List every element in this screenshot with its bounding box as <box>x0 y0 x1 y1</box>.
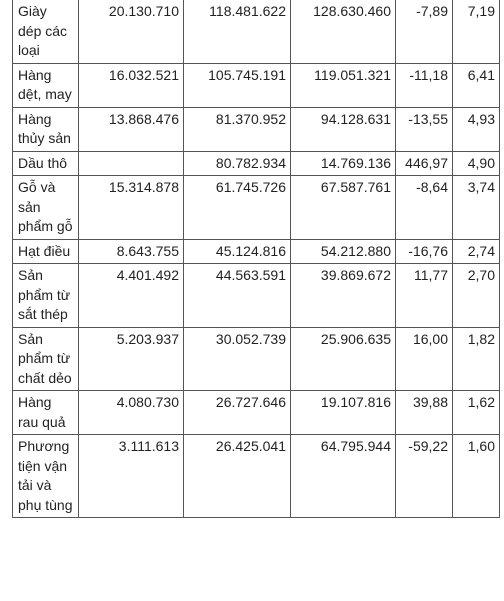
table-row <box>13 391 500 435</box>
share-percent-cell: 1,82 <box>453 327 500 391</box>
value-cell: 20.130.710 <box>79 0 184 63</box>
value-cell: 39.869.672 <box>291 264 396 328</box>
commodity-name-cell: Hàng dệt, may <box>13 63 79 107</box>
share-percent-cell: 4,93 <box>453 107 500 151</box>
table-row <box>13 63 500 107</box>
value-cell: 25.906.635 <box>291 327 396 391</box>
change-percent-cell: -8,64 <box>396 176 453 240</box>
value-cell: 64.795.944 <box>291 435 396 518</box>
commodity-name-cell: Phương tiện vận tải và phụ tùng <box>13 435 79 518</box>
share-percent-cell: 3,74 <box>453 176 500 240</box>
table-row <box>13 239 500 264</box>
export-commodity-table <box>12 0 500 518</box>
share-percent-cell: 7,19 <box>453 0 500 63</box>
change-percent-cell: -7,89 <box>396 0 453 63</box>
share-percent-cell: 1,62 <box>453 391 500 435</box>
value-cell: 3.111.613 <box>79 435 184 518</box>
change-percent-cell: -59,22 <box>396 435 453 518</box>
value-cell: 15.314.878 <box>79 176 184 240</box>
value-cell: 81.370.952 <box>184 107 291 151</box>
table-row <box>13 264 500 328</box>
change-percent-cell: 39,88 <box>396 391 453 435</box>
table-body <box>13 0 500 518</box>
value-cell: 128.630.460 <box>291 0 396 63</box>
value-cell: 4.401.492 <box>79 264 184 328</box>
table-row <box>13 435 500 518</box>
value-cell: 119.051.321 <box>291 63 396 107</box>
value-cell: 30.052.739 <box>184 327 291 391</box>
change-percent-cell: 16,00 <box>396 327 453 391</box>
value-cell: 67.587.761 <box>291 176 396 240</box>
table-row <box>13 151 500 176</box>
share-percent-cell: 2,70 <box>453 264 500 328</box>
commodity-name-cell: Hạt điều <box>13 239 79 264</box>
share-percent-cell: 2,74 <box>453 239 500 264</box>
value-cell: 61.745.726 <box>184 176 291 240</box>
commodity-name-cell: Giày dép các loại <box>13 0 79 63</box>
change-percent-cell: -11,18 <box>396 63 453 107</box>
commodity-name-cell: Sản phẩm từ chất dẻo <box>13 327 79 391</box>
value-cell: 14.769.136 <box>291 151 396 176</box>
value-cell: 16.032.521 <box>79 63 184 107</box>
value-cell: 45.124.816 <box>184 239 291 264</box>
table-row <box>13 176 500 240</box>
value-cell: 26.425.041 <box>184 435 291 518</box>
share-percent-cell: 4,90 <box>453 151 500 176</box>
change-percent-cell: -13,55 <box>396 107 453 151</box>
value-cell: 19.107.816 <box>291 391 396 435</box>
value-cell: 94.128.631 <box>291 107 396 151</box>
change-percent-cell: -16,76 <box>396 239 453 264</box>
value-cell: 105.745.191 <box>184 63 291 107</box>
table-row <box>13 107 500 151</box>
commodity-name-cell: Hàng thủy sản <box>13 107 79 151</box>
value-cell: 54.212.880 <box>291 239 396 264</box>
change-percent-cell: 446,97 <box>396 151 453 176</box>
value-cell <box>79 151 184 176</box>
commodity-name-cell: Dầu thô <box>13 151 79 176</box>
value-cell: 4.080.730 <box>79 391 184 435</box>
commodity-name-cell: Hàng rau quả <box>13 391 79 435</box>
table-row <box>13 327 500 391</box>
change-percent-cell: 11,77 <box>396 264 453 328</box>
value-cell: 44.563.591 <box>184 264 291 328</box>
value-cell: 8.643.755 <box>79 239 184 264</box>
share-percent-cell: 1,60 <box>453 435 500 518</box>
value-cell: 80.782.934 <box>184 151 291 176</box>
table-row <box>13 0 500 63</box>
value-cell: 5.203.937 <box>79 327 184 391</box>
value-cell: 118.481.622 <box>184 0 291 63</box>
value-cell: 26.727.646 <box>184 391 291 435</box>
commodity-name-cell: Gỗ và sản phẩm gỗ <box>13 176 79 240</box>
value-cell: 13.868.476 <box>79 107 184 151</box>
share-percent-cell: 6,41 <box>453 63 500 107</box>
commodity-name-cell: Sản phẩm từ sắt thép <box>13 264 79 328</box>
